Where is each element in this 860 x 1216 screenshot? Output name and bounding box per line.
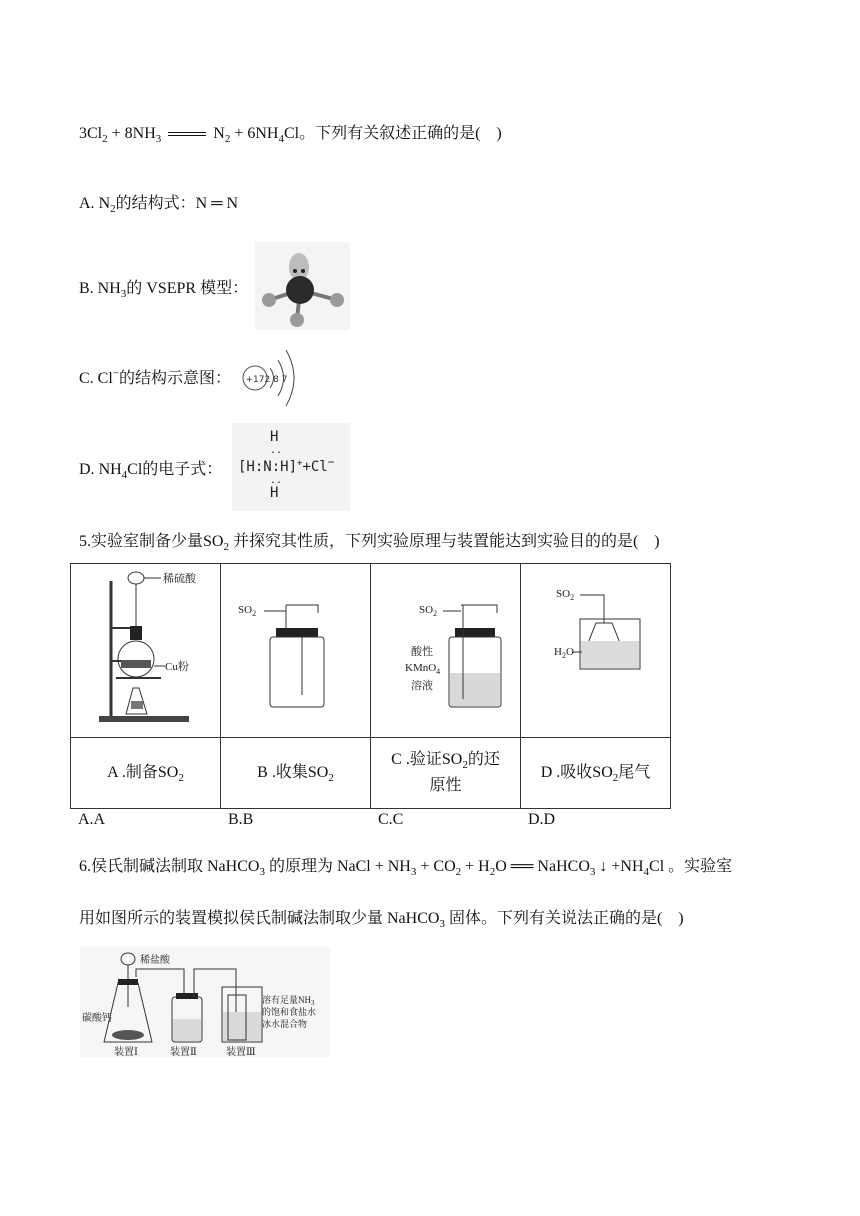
apparatus-c-cell	[371, 564, 521, 738]
shell-electrons: 2 8 7	[264, 375, 288, 385]
option-c[interactable]: C.C	[378, 811, 404, 828]
svg-text:溶液: 溶液	[410, 680, 433, 692]
device-3-label: 装置Ⅲ	[226, 1047, 256, 1057]
calcium-carbonate-label: 碳酸钙	[82, 1013, 112, 1024]
so2-collection-bottle	[236, 583, 356, 713]
q6-stem-line-2: 用如图所示的装置模拟侯氏制碱法制取少量 NaHCO$_3$ 固体。下列有关说法正确的是( )	[79, 910, 684, 931]
apparatus-b-cell	[221, 564, 371, 738]
option-d[interactable]: D.D	[528, 811, 556, 828]
nh3-vsepr-model-image	[255, 242, 350, 330]
caption-d: D .吸收$SO_2$尾气	[521, 738, 671, 809]
nucleus-label: +17	[245, 375, 265, 385]
svg-text:冰水混合物: 冰水混合物	[262, 1019, 308, 1029]
svg-text:SO2: $SO_2$	[555, 588, 574, 602]
dilute-hcl-label: 稀盐酸	[140, 955, 170, 966]
svg-text:的饱和食盐水: 的饱和食盐水	[262, 1007, 317, 1017]
svg-text:酸性: 酸性	[410, 646, 433, 658]
option-a[interactable]: A.A	[78, 811, 106, 828]
apparatus-d-cell	[521, 564, 671, 738]
q5-stem: 5.实验室制备少量$SO_2$ 并探究其性质，下列实验原理与装置能达到实验目的的是( )	[79, 533, 660, 554]
svg-text:H2O: $H_2O$	[553, 646, 574, 660]
svg-text:溶有足量NH3: 溶有足量$NH_3$	[262, 995, 315, 1007]
copper-powder-label: Cu粉	[164, 660, 189, 673]
hou-process-apparatus	[80, 947, 330, 1057]
caption-c: C .验证$SO_2$的还 原性	[371, 738, 521, 809]
q4-equation-line: $3Cl_2 + 8NH_3$ $N_2 + 6NH_4Cl$。下列有关叙述正确的是( )	[79, 125, 502, 146]
device-1-label: 装置Ⅰ	[114, 1047, 138, 1057]
q6-stem-line-1: 6.侯氏制碱法制取 NaHCO$_3$ 的原理为 NaCl + $NH_3 + CO_2 + H_2O$ ══ NaHCO$_3$ ↓ $+NH_4Cl$ 。实验室	[79, 858, 733, 879]
svg-text:KMnO4: KMnO$_4$	[404, 662, 440, 676]
caption-a: A .制备$SO_2$	[71, 738, 221, 809]
svg-text:SO2: $SO_2$	[237, 604, 256, 618]
q5-apparatus-table	[70, 563, 671, 809]
q4-option-d: D. $NH_4Cl$的电子式：	[79, 461, 223, 482]
chloride-ion-structure-diagram	[240, 344, 300, 412]
q4-option-c: C. Cl−的结构示意图：	[79, 367, 232, 387]
kmno4-washing-bottle	[381, 583, 511, 713]
svg-text:SO2: $SO_2$	[418, 604, 437, 618]
q4-option-b: B. $NH_3$的 VSEPR 模型：	[79, 280, 249, 301]
device-2-label: 装置Ⅱ	[170, 1047, 197, 1057]
q4-option-a: A. $N_2$的结构式：N ═ N	[79, 195, 239, 216]
apparatus-a-cell	[71, 564, 221, 738]
dilute-sulfuric-acid-label: 稀硫酸	[162, 572, 196, 585]
caption-b: B .收集$SO_2$	[221, 738, 371, 809]
option-b[interactable]: B.B	[228, 811, 254, 828]
nh4cl-electron-formula: H .. [H:N:H]++Cl− .. H	[232, 423, 350, 511]
so2-generation-apparatus	[81, 566, 211, 731]
so2-absorption-apparatus	[536, 583, 656, 713]
